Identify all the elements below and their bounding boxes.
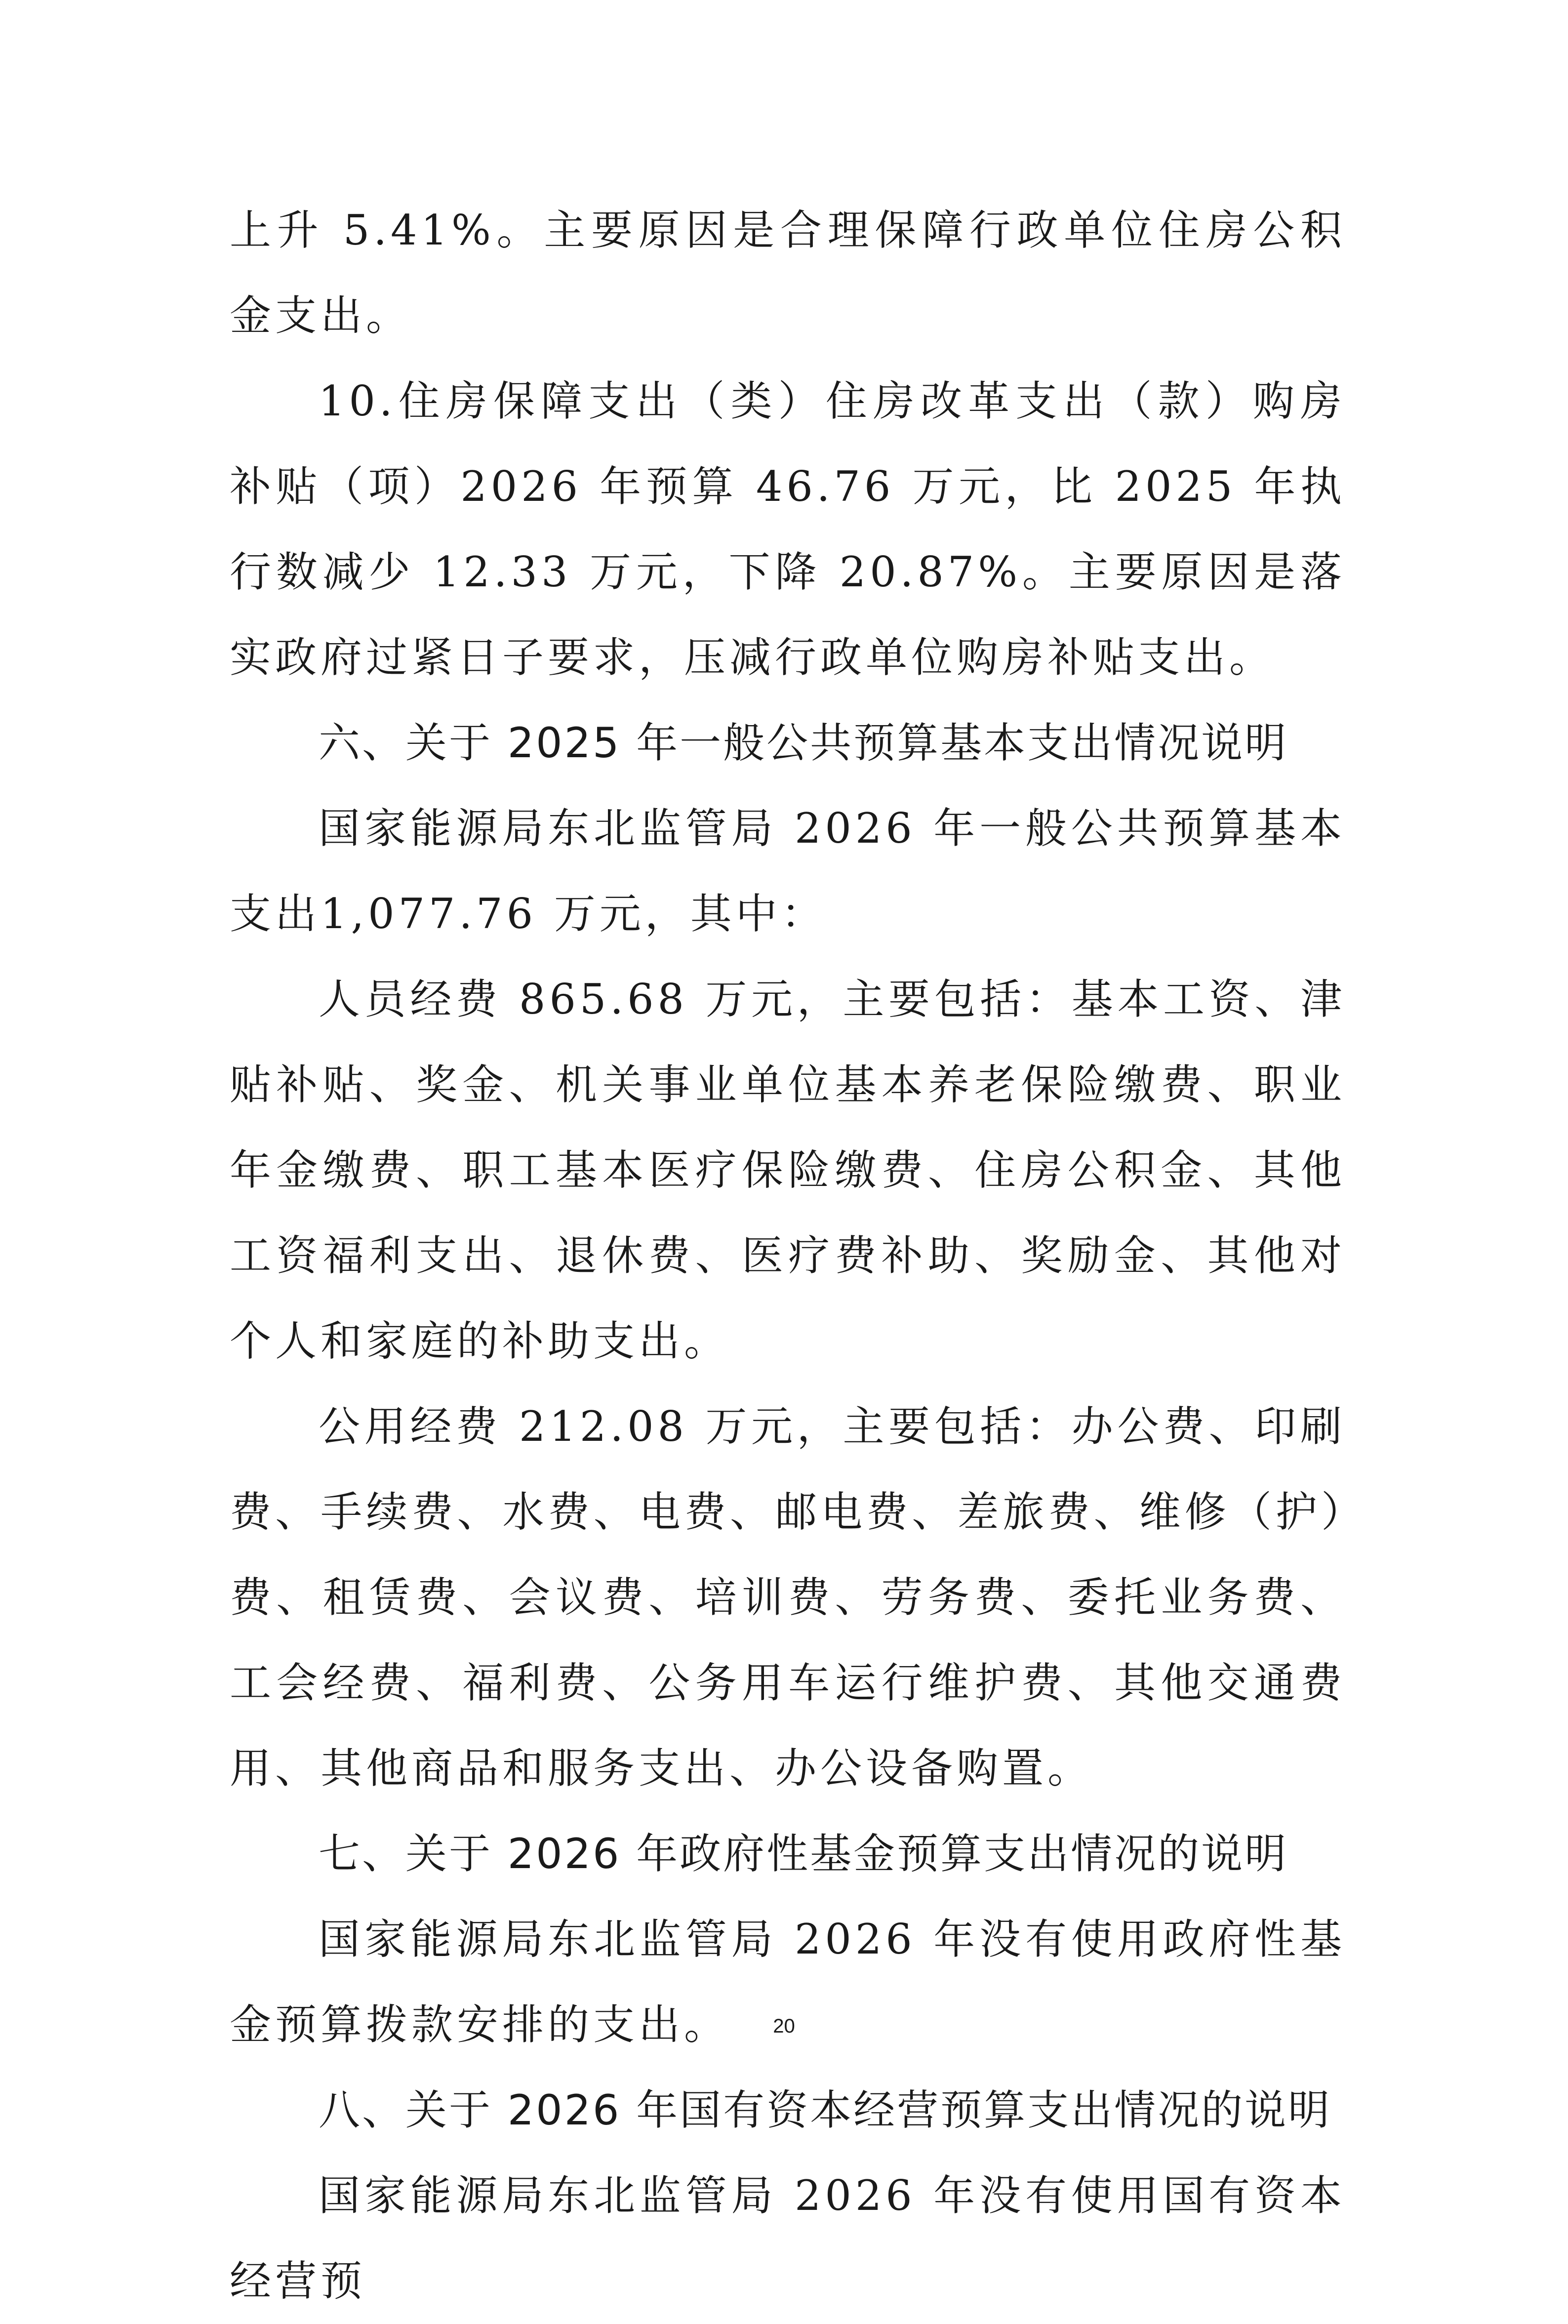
paragraph-personnel-costs: 人员经费 865.68 万元，主要包括：基本工资、津贴补贴、奖金、机关事业单位基本养老保险缴费、职业年金缴费、职工基本医疗保险缴费、住房公积金、其他工资福利支出、退休费、医疗费补助、奖励金、其他对个人和家庭的补助支出。: [230, 975, 1346, 1365]
document-body: [230, 188, 1346, 2324]
paragraph-continuation: 上升 5.41%。主要原因是合理保障行政单位住房公积金支出。: [230, 206, 1346, 340]
page-number: 20: [773, 2015, 795, 2037]
section-heading-8: 八、关于 2026 年国有资本经营预算支出情况的说明: [319, 2086, 1332, 2134]
section-heading-6: 六、关于 2025 年一般公共预算基本支出情况说明: [319, 719, 1288, 767]
paragraph-housing-subsidy: 10.住房保障支出（类）住房改革支出（款）购房补贴（项）2026 年预算 46.76 万元，比 2025 年执行数减少 12.33 万元，下降 20.87%。主要原因是落实政府过紧日子要求，压减行政单位购房补贴支出。: [230, 377, 1346, 682]
paragraph-government-fund: 国家能源局东北监管局 2026 年没有使用政府性基金预算拨款安排的支出。: [230, 1915, 1346, 2049]
paragraph-basic-expenditure: 国家能源局东北监管局 2026 年一般公共预算基本支出1,077.76 万元，其中：: [230, 804, 1346, 938]
paragraph-state-capital: 国家能源局东北监管局 2026 年没有使用国有资本经营预: [230, 2171, 1346, 2305]
paragraph-public-costs: 公用经费 212.08 万元，主要包括：办公费、印刷费、手续费、水费、电费、邮电费、差旅费、维修（护）费、租赁费、会议费、培训费、劳务费、委托业务费、工会经费、福利费、公务用车运行维护费、其他交通费用、其他商品和服务支出、办公设备购置。: [230, 1402, 1346, 1793]
section-heading-7: 七、关于 2026 年政府性基金预算支出情况的说明: [319, 1830, 1288, 1878]
